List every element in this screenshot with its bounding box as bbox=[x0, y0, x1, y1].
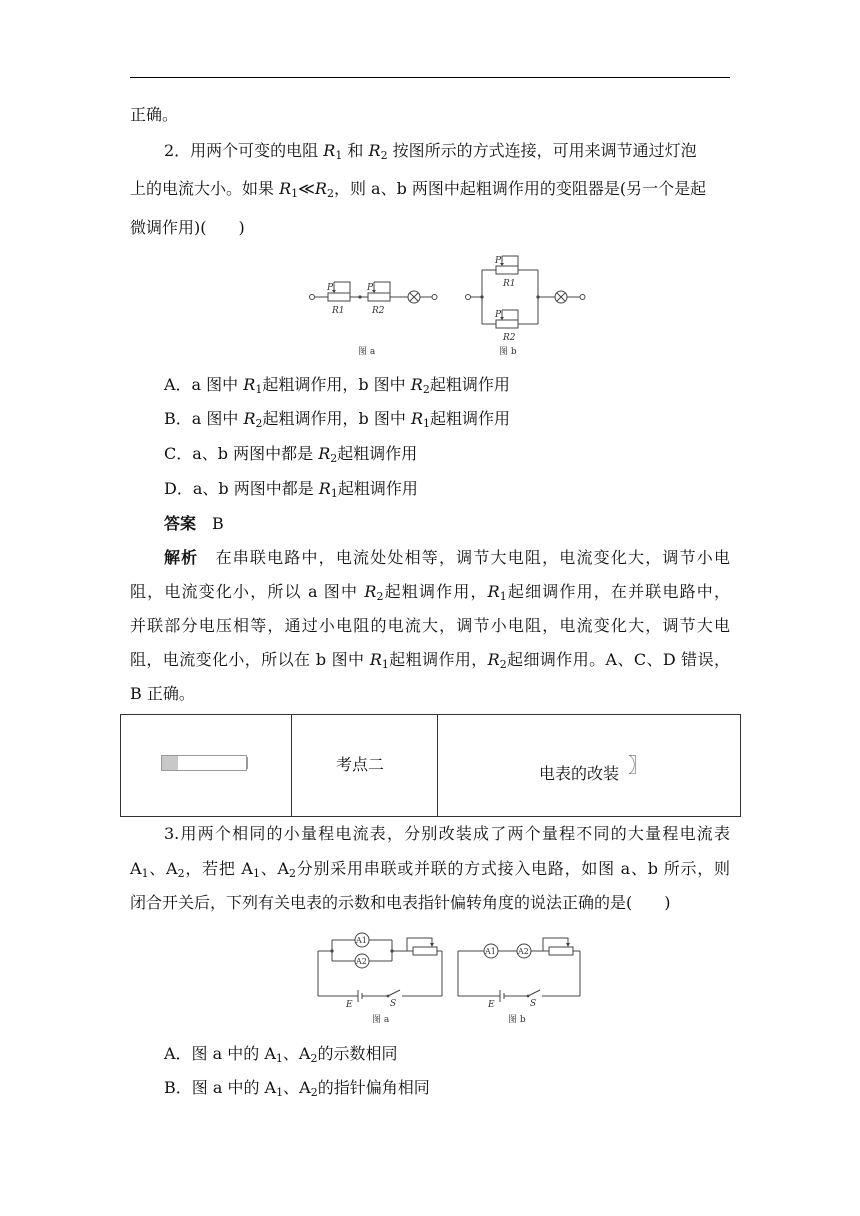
q2-option-c: C．a、b 两图中都是 $R_2$起粗调作用 bbox=[164, 444, 418, 465]
q2-analysis-line2: 阻，电流变化小，所以 a 图中 $R_2$起粗调作用，$R_1$起细调作用，在并联电路中， bbox=[130, 582, 730, 603]
q3-circuit-figure bbox=[310, 926, 590, 1030]
q2-option-b: B．a 图中 $R_2$起粗调作用，b 图中 $R_1$起粗调作用 bbox=[164, 409, 511, 430]
section-tab-graphic bbox=[161, 755, 247, 771]
section-tab-fill bbox=[162, 756, 178, 770]
header-rule bbox=[130, 77, 730, 78]
q3-fig-a-caption: 图 a bbox=[372, 1015, 390, 1025]
q3-fig-label-E-b: E bbox=[488, 1000, 495, 1010]
q2-circuit-figure bbox=[300, 252, 600, 362]
section-title-bracket-mark: 〗 bbox=[628, 753, 648, 777]
q2-fig-label-P1: P bbox=[327, 283, 334, 293]
continuation-text: 正确。 bbox=[130, 105, 179, 124]
q2-fig-label-P4: P bbox=[495, 310, 502, 320]
q2-answer: 答案 B bbox=[164, 514, 224, 533]
q2-fig-b-caption: 图 b bbox=[499, 347, 517, 357]
section-header-box bbox=[120, 714, 741, 817]
q3-fig-label-S-a: S bbox=[390, 999, 397, 1009]
section-divider-2 bbox=[437, 715, 438, 816]
q3-fig-label-A2-a: A2 bbox=[356, 957, 367, 966]
q2-analysis-line1: 解析 在串联电路中，电流处处相等，调节大电阻，电流变化大，调节小电 bbox=[164, 548, 730, 567]
q3-line2: $A_1$、$A_2$，若把 $A_1$、$A_2$分别采用串联或并联的方式接入电路，如图 a、b 所示，则 bbox=[130, 859, 730, 880]
section-tab-tip bbox=[243, 757, 248, 769]
section-label: 考点二 bbox=[336, 755, 385, 774]
q3-line3: 闭合开关后，下列有关电表的示数和电表指针偏转角度的说法正确的是( ) bbox=[130, 893, 671, 912]
q2-circuit-svg bbox=[300, 252, 600, 362]
section-divider-1 bbox=[291, 715, 292, 816]
q3-fig-label-A1-b: A1 bbox=[485, 947, 496, 956]
q3-fig-b-caption: 图 b bbox=[508, 1015, 526, 1025]
q3-circuit-svg bbox=[310, 926, 590, 1030]
q2-analysis-line3: 并联部分电压相等，通过小电阻的电流大，调节小电阻，电流变化大，调节大电 bbox=[130, 616, 730, 635]
q2-option-d: D．a、b 两图中都是 $R_1$起粗调作用 bbox=[164, 479, 418, 500]
section-title: 电表的改装 bbox=[539, 764, 620, 783]
q3-option-b: B．图 a 中的 $A_1$、$A_2$的指针偏角相同 bbox=[164, 1078, 430, 1099]
q2-fig-label-P3: P bbox=[495, 256, 502, 266]
q2-fig-label-P2: P bbox=[367, 283, 374, 293]
q3-option-a: A．图 a 中的 $A_1$、$A_2$的示数相同 bbox=[164, 1044, 398, 1065]
q2-fig-label-R2-a: R2 bbox=[372, 306, 385, 316]
q2-fig-label-R1-b: R1 bbox=[503, 279, 516, 289]
q2-line2: 上的电流大小。如果 $R_1≪R_2$，则 a、b 两图中起粗调作用的变阻器是(另一个是起 bbox=[130, 179, 707, 200]
q3-fig-label-A2-b: A2 bbox=[518, 947, 529, 956]
q2-fig-a-caption: 图 a bbox=[358, 347, 376, 357]
q3-line1: 3.用两个相同的小量程电流表，分别改装成了两个量程不同的大量程电流表 bbox=[164, 824, 730, 843]
q3-fig-label-A1-a: A1 bbox=[356, 936, 367, 945]
q3-fig-label-S-b: S bbox=[530, 999, 537, 1009]
q2-line3: 微调作用)( ) bbox=[130, 218, 245, 237]
q2-fig-label-R1-a: R1 bbox=[332, 306, 345, 316]
q2-analysis-line5: B 正确。 bbox=[130, 684, 195, 703]
q2-option-a: A．a 图中 $R_1$起粗调作用，b 图中 $R_2$起粗调作用 bbox=[164, 375, 510, 396]
q2-fig-label-R2-b: R2 bbox=[503, 333, 516, 343]
q2-analysis-line4: 阻，电流变化小，所以在 b 图中 $R_1$起粗调作用，$R_2$起细调作用。A、C、D 错误， bbox=[130, 650, 730, 671]
q2-line1: 2．用两个可变的电阻 $R_1$ 和 $R_2$ 按图所示的方式连接，可用来调节通过灯泡 bbox=[164, 141, 697, 162]
q3-fig-label-E-a: E bbox=[346, 1000, 353, 1010]
